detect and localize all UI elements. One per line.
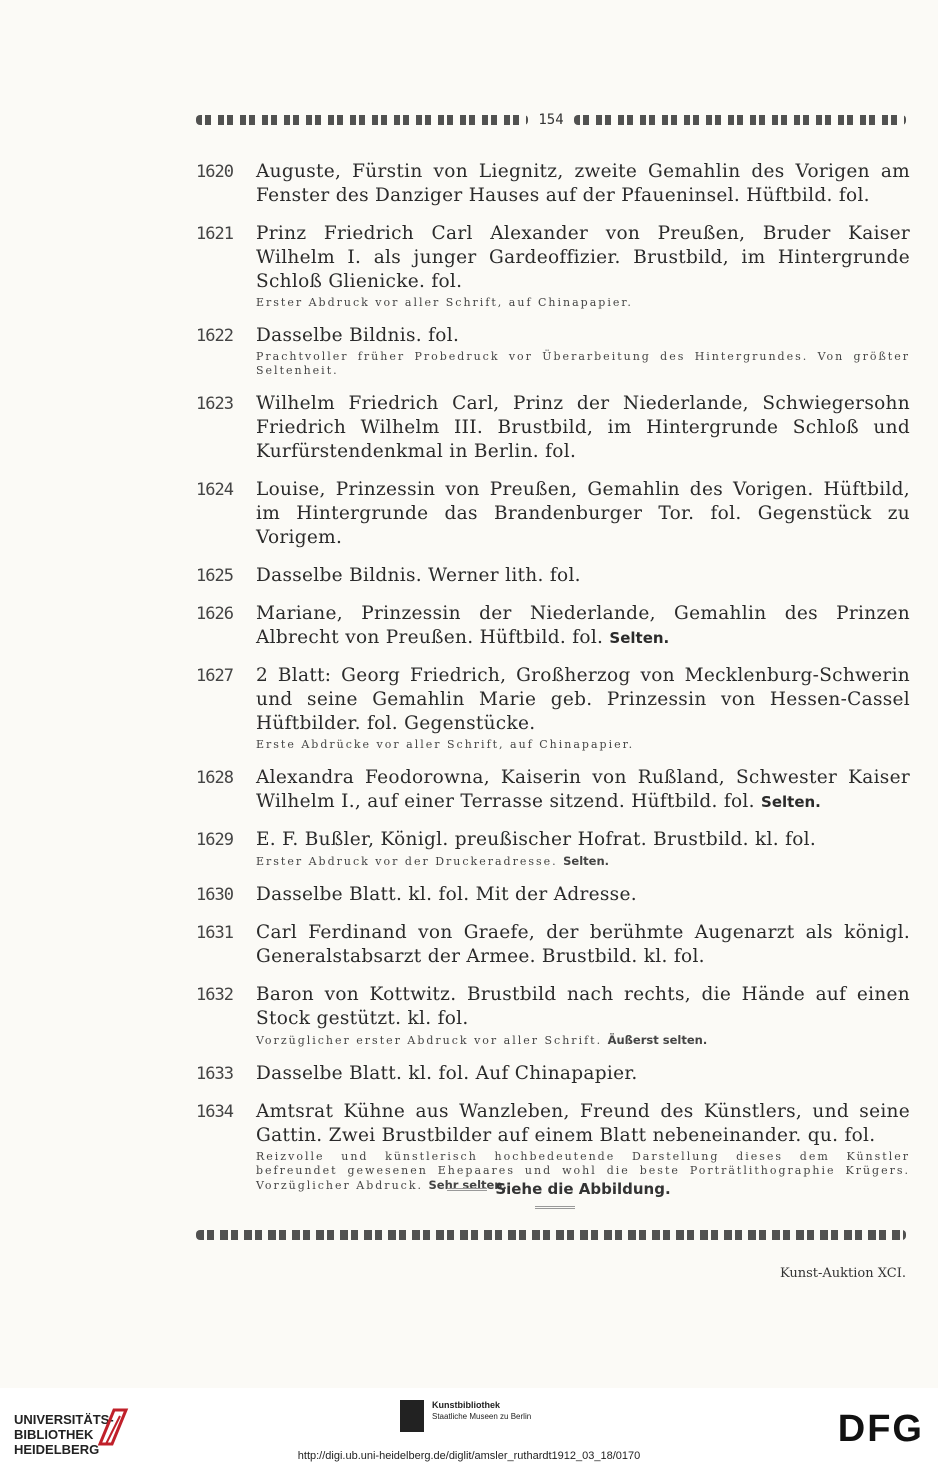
kb-subtitle: Staatliche Museen zu Berlin	[432, 1412, 532, 1421]
entry-description: Baron von Kottwitz. Brustbild nach rechts, die Hände auf einen Stock gestützt. kl. fol.	[256, 984, 910, 1029]
rarity-mark: Selten.	[761, 793, 821, 811]
entry-description: Prinz Friedrich Carl Alexander von Preußen, Bruder Kaiser Wilhelm I. als junger Gardeoffizier. Brustbild, im Hintergrunde Schloß Glienicke. fol.	[256, 223, 910, 292]
entry-text	[256, 602, 910, 650]
catalog-entry	[196, 766, 910, 814]
entry-description: Dasselbe Blatt. kl. fol. Auf Chinapapier.	[256, 1063, 638, 1084]
entry-note-text: Reizvolle und künstlerisch hochbedeutende Darstellung dieses dem Künstler befreundet gewesenen Ehepaares und wohl die beste Porträtlithographie Krügers. Vorzüglicher Abdruck.	[256, 1150, 910, 1192]
catalog-entry	[196, 324, 910, 378]
entry-description: 2 Blatt: Georg Friedrich, Großherzog von Mecklenburg-Schwerin und seine Gemahlin Marie geb. Prinzessin von Hessen-Cassel Hüftbilder. fol. Gegenstücke.	[256, 665, 910, 734]
entry-number: 1623	[196, 394, 233, 414]
entry-text	[256, 828, 910, 852]
entry-text	[256, 1100, 910, 1148]
entry-text	[256, 564, 910, 588]
entry-note-text: Erster Abdruck vor der Druckeradresse.	[256, 855, 558, 868]
ub-line-3: HEIDELBERG	[14, 1442, 100, 1457]
page-header	[196, 108, 906, 132]
entry-text	[256, 921, 910, 969]
ub-line-2: BIBLIOTHEK	[14, 1427, 94, 1442]
entry-text	[256, 883, 910, 907]
catalog-entry	[196, 921, 910, 969]
kb-title: Kunstbibliothek	[432, 1400, 500, 1410]
catalog-entry	[196, 983, 910, 1048]
entry-text	[256, 392, 910, 464]
entry-note	[256, 1033, 910, 1048]
entry-number: 1624	[196, 480, 233, 500]
entry-description: Amtsrat Kühne aus Wanzleben, Freund des Künstlers, und seine Gattin. Zwei Brustbilder auf einem Blatt nebeneinander. qu. fol.	[256, 1101, 910, 1146]
entry-number: 1628	[196, 768, 233, 788]
entry-list	[196, 160, 910, 1207]
catalog-entry	[196, 828, 910, 869]
see-illustration: Siehe die Abbildung.	[420, 1180, 690, 1216]
entry-description: Mariane, Prinzessin der Niederlande, Gemahlin des Prinzen Albrecht von Preußen. Hüftbild. fol.	[256, 603, 910, 648]
entry-description: Dasselbe Bildnis. Werner lith. fol.	[256, 565, 581, 586]
entry-text	[256, 324, 910, 348]
entry-description: Alexandra Feodorowna, Kaiserin von Rußland, Schwester Kaiser Wilhelm I., auf einer Terrasse sitzend. Hüftbild. fol.	[256, 767, 910, 812]
entry-number: 1627	[196, 666, 233, 686]
entry-note	[256, 296, 910, 310]
ub-line-1: UNIVERSITÄTS-	[14, 1412, 114, 1427]
entry-number: 1632	[196, 985, 233, 1005]
entry-number: 1621	[196, 224, 233, 244]
entry-note	[256, 738, 910, 752]
entry-number: 1622	[196, 326, 233, 346]
entry-text	[256, 222, 910, 294]
entry-number: 1634	[196, 1102, 233, 1122]
entry-description: Carl Ferdinand von Graefe, der berühmte Augenarzt als königl. Generalstabsarzt der Armee. Brustbild. kl. fol.	[256, 922, 910, 967]
kunstbibliothek-icon	[400, 1400, 424, 1432]
catalog-entry	[196, 664, 910, 752]
entry-number: 1630	[196, 885, 233, 905]
catalog-entry	[196, 602, 910, 650]
entry-text	[256, 160, 910, 208]
entry-text	[256, 983, 910, 1031]
entry-text	[256, 664, 910, 736]
page-number: 154	[538, 112, 564, 128]
catalog-entry	[196, 222, 910, 310]
entry-number: 1629	[196, 830, 233, 850]
catalog-entry	[196, 160, 910, 208]
dfg-logo[interactable]: DFG	[837, 1408, 924, 1450]
header-ornament-left	[196, 115, 528, 125]
entry-description: Wilhelm Friedrich Carl, Prinz der Niederlande, Schwiegersohn Friedrich Wilhelm III. Brustbild, im Hintergrunde Schloß und Kurfürstendenkmal in Berlin. fol.	[256, 393, 910, 462]
catalog-entry	[196, 478, 910, 550]
entry-text	[256, 766, 910, 814]
auction-label: Kunst-Auktion XCI.	[779, 1266, 906, 1281]
entry-note-text: Prachtvoller früher Probedruck vor Überarbeitung des Hintergrundes. Von größter Seltenheit.	[256, 350, 910, 377]
catalog-entry	[196, 883, 910, 907]
entry-text	[256, 1062, 910, 1086]
entry-description: Louise, Prinzessin von Preußen, Gemahlin des Vorigen. Hüftbild, im Hintergrunde das Brandenburger Tor. fol. Gegenstück zu Vorigem.	[256, 479, 910, 548]
note-rarity-mark: Sehr selten.	[428, 1178, 507, 1192]
entry-note-text: Erste Abdrücke vor aller Schrift, auf Chinapapier.	[256, 738, 635, 751]
source-url[interactable]: http://digi.ub.uni-heidelberg.de/diglit/amsler_ruthardt1912_03_18/0170	[297, 1450, 641, 1462]
entry-number: 1631	[196, 923, 233, 943]
entry-description: Dasselbe Bildnis. fol.	[256, 325, 460, 346]
entry-note	[256, 350, 910, 378]
rarity-mark: Selten.	[609, 629, 670, 647]
entry-note-text: Erster Abdruck vor aller Schrift, auf Chinapapier.	[256, 296, 633, 309]
catalog-entry	[196, 1062, 910, 1086]
entry-description: Dasselbe Blatt. kl. fol. Mit der Adresse.	[256, 884, 637, 905]
note-rarity-mark: Äußerst selten.	[607, 1033, 708, 1047]
entry-text	[256, 478, 910, 550]
catalog-entry	[196, 564, 910, 588]
entry-description: Auguste, Fürstin von Liegnitz, zweite Gemahlin des Vorigen am Fenster des Danziger Hauses auf der Pfaueninsel. Hüftbild. fol.	[256, 161, 910, 206]
entry-number: 1620	[196, 162, 233, 182]
entry-note	[256, 854, 910, 869]
catalog-entry	[196, 392, 910, 464]
entry-number: 1626	[196, 604, 233, 624]
note-rarity-mark: Selten.	[563, 854, 610, 868]
entry-number: 1633	[196, 1064, 233, 1084]
header-ornament-right	[574, 115, 906, 125]
entry-number: 1625	[196, 566, 233, 586]
kunstbibliothek-logo[interactable]	[400, 1400, 531, 1432]
entry-description: E. F. Bußler, Königl. preußischer Hofrat. Brustbild. kl. fol.	[256, 829, 817, 850]
entry-note-text: Vorzüglicher erster Abdruck vor aller Schrift.	[256, 1034, 603, 1047]
ub-emblem-icon	[96, 1404, 130, 1448]
footer-ornament	[196, 1230, 906, 1240]
